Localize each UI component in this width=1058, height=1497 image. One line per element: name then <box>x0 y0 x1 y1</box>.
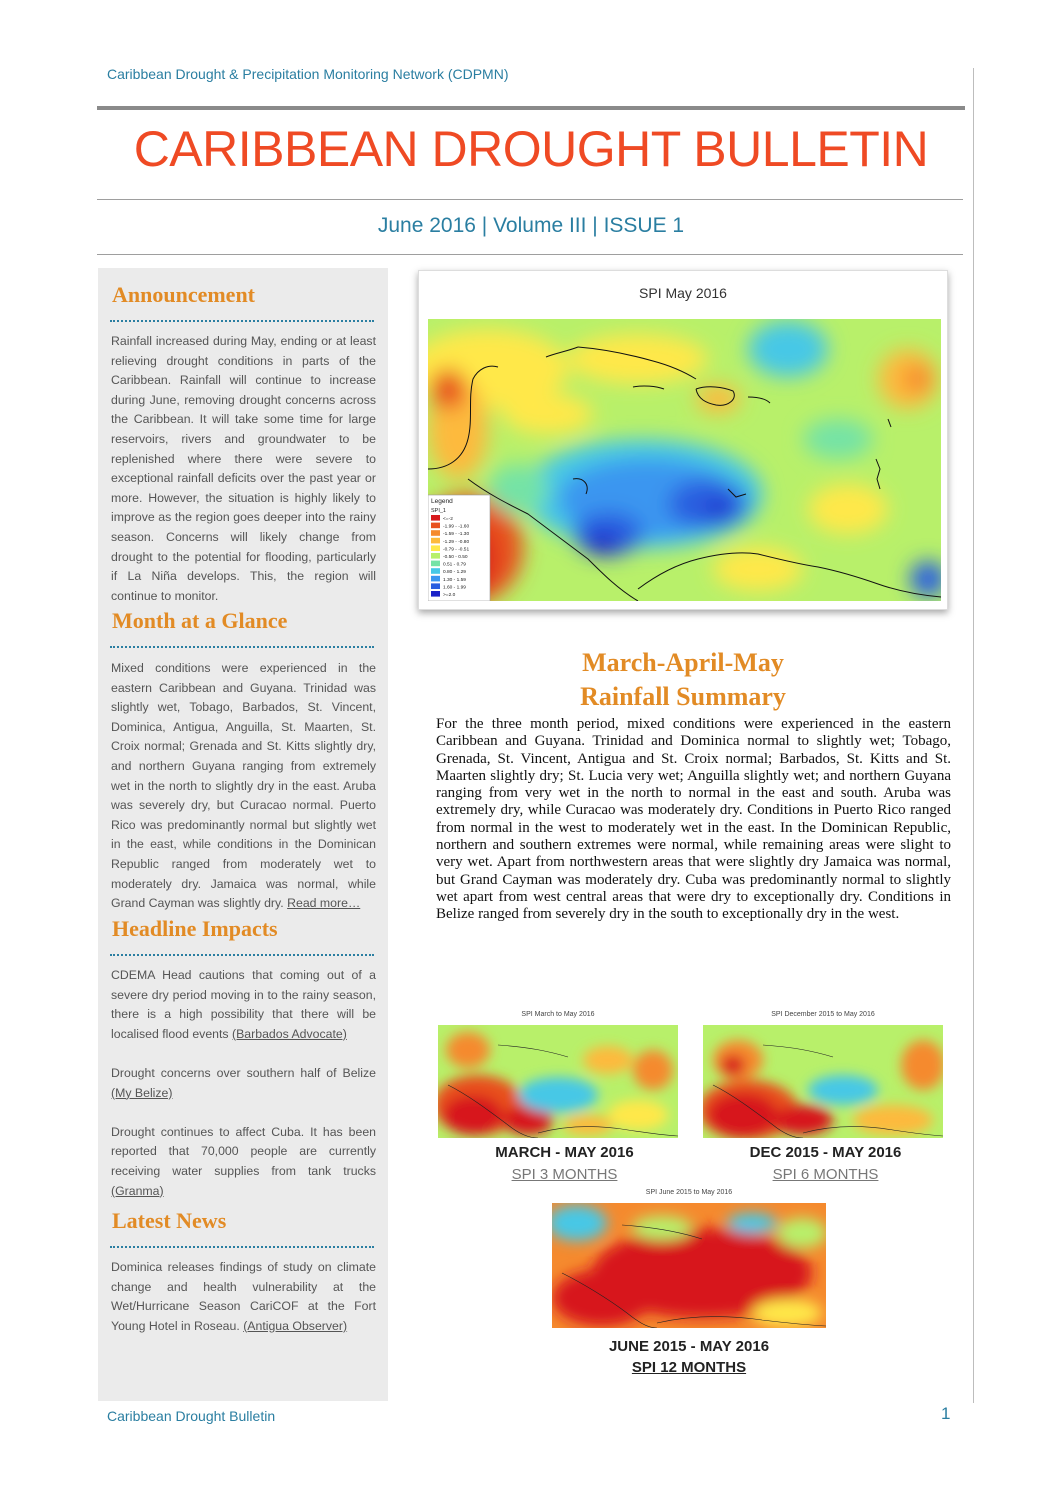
glance-divider <box>110 646 374 648</box>
legend-swatch <box>431 545 440 551</box>
spi-may-map-frame <box>418 270 948 610</box>
impact-text: CDEMA Head cautions that coming out of a severe dry period moving in to the rainy season, there is a high possibility that there will be localised flood events <box>111 968 376 1041</box>
mini-map-subcaption[interactable]: SPI 12 MONTHS <box>631 1359 747 1376</box>
mini-map-caption: JUNE 2015 - MAY 2016 <box>608 1338 770 1355</box>
news-source-link[interactable]: (Antigua Observer) <box>243 1318 348 1333</box>
glance-text: Mixed conditions were experienced in the eastern Caribbean and Guyana. Trinidad was slightly wet, Tobago, Barbados, St. Vincent, Dominica, Antigua, Anguilla, St. Maarten, St. Croix normal; Grenada and St. Kitts slightly dry, and northern Guyana ranging from extremely wet in the north to slightly dry in the east. Aruba was severely dry, but Curacao normal. Puerto Rico was predominantly normal but slightly wet in the east, while conditions in the Dominican Republic ranged from moderately wet to moderately dry. Jamaica was normal, while Grand Cayman was slightly dry. <box>111 661 376 911</box>
legend-label: -1.29 - -0.80 <box>443 539 470 545</box>
legend-swatch <box>431 553 440 559</box>
announcement-divider <box>110 320 374 322</box>
legend-label: -0.50 - 0.50 <box>443 555 468 560</box>
network-name: Caribbean Drought & Precipitation Monitoring Network (CDPMN) <box>107 66 509 82</box>
announcement-text: Rainfall increased during May, ending or at least relieving drought conditions in parts of the Caribbean. Rainfall will continue to increase during June, removing drought concerns across the Caribbean. It will take some time for large reservoirs, rivers and groundwater to be replenished where there were severe to exceptional rainfall deficits over the past year or more. However, the situation is highly likely to improve as the region goes deeper into the rainy season. Concerns will likely change from drought to the potential for flooding, particularly if La Niña develops. This, the region will continue to monitor. <box>111 334 376 603</box>
spi-12-month-map <box>552 1203 826 1328</box>
right-margin-line <box>973 68 974 1403</box>
legend-label: -1.99 - -1.60 <box>443 524 470 530</box>
legend-label: 0.80 - 1.29 <box>443 570 466 576</box>
news-block <box>111 1258 376 1336</box>
issue-info: June 2016 | Volume III | ISSUE 1 <box>377 214 685 237</box>
legend-swatch <box>431 561 440 567</box>
impacts-divider <box>110 954 374 956</box>
map-legend <box>428 495 490 601</box>
map-title: SPI May 2016 <box>639 285 727 301</box>
impact-source-link[interactable]: (My Belize) <box>111 1085 173 1100</box>
title-divider <box>97 199 963 200</box>
news-heading: Latest News <box>112 1208 227 1233</box>
summary-body: For the three month period, mixed conditions were experienced in the eastern Caribbean and Guyana. Trinidad and Dominica normal to slightly wet; Tobago, Grenada, St. Vincent, Antigua and St. Croix normal; Barbados, St. Kitts and St. Maarten slightly dry; St. Lucia very wet; Anguilla slightly wet; and northern Guyana ranging from very wet in the north to normal in the east and south. Aruba was extremely dry, while Curacao was moderately dry. Conditions in Puerto Rico ranged from normal in the west to moderately wet in the east. In the Dominican Republic, northern and southern extremes were normal, while remaining areas were slight to very wet. Apart from northwestern areas that were slightly dry Jamaica was normal, but Grand Cayman was moderately dry. Cuba was predominantly normal to slightly wet apart from west central areas that were dry to exceptionally dry. Conditions in Belize ranged from severely dry in the south to exceptionally dry in the west. <box>436 716 951 923</box>
legend-swatch <box>431 576 440 582</box>
legend-label: 1.60 - 1.99 <box>443 585 466 591</box>
news-text: Dominica releases findings of study on climate change and health vulnerability at the Wet/Hurricane Season CariCOF at the Fort Young Hotel in Roseau. <box>111 1260 376 1333</box>
mini-map-subcaption[interactable]: SPI 3 MONTHS <box>511 1166 618 1183</box>
impact-source-link[interactable]: (Granma) <box>111 1183 164 1198</box>
legend-swatch <box>431 568 440 574</box>
impacts-heading: Headline Impacts <box>112 916 278 941</box>
mini-map-title: SPI June 2015 to May 2016 <box>645 1189 733 1196</box>
legend-field: SPI_1 <box>431 508 446 514</box>
header-rule <box>97 106 965 110</box>
mini-map-title: SPI December 2015 to May 2016 <box>771 1011 875 1018</box>
summary-title-line1: March-April-May <box>582 648 784 677</box>
spi-3-month-map <box>438 1025 678 1138</box>
page-number: 1 <box>941 1404 951 1423</box>
legend-swatch <box>431 538 440 544</box>
read-more-link[interactable]: Read more… <box>287 896 361 911</box>
legend-title: Legend <box>431 498 453 505</box>
mini-map-caption: DEC 2015 - MAY 2016 <box>749 1144 902 1161</box>
mini-map-caption: MARCH - MAY 2016 <box>495 1144 634 1161</box>
glance-heading: Month at a Glance <box>112 608 288 633</box>
legend-label: <=-2 <box>443 517 453 522</box>
legend-label: >=2.0 <box>443 593 456 598</box>
impact-item <box>111 1123 376 1201</box>
impact-item <box>111 966 376 1044</box>
legend-swatch <box>431 591 440 597</box>
legend-label: -1.59 - -1.30 <box>443 532 470 538</box>
legend-label: 1.30 - 1.59 <box>443 577 466 583</box>
impact-item <box>111 1064 376 1103</box>
news-divider <box>110 1246 374 1248</box>
legend-label: -0.79 - -0.51 <box>443 547 470 553</box>
spi-6-month-map <box>703 1025 943 1138</box>
mini-map-title: SPI March to May 2016 <box>521 1011 595 1018</box>
legend-swatch <box>431 530 440 536</box>
spi-may-map <box>428 319 941 601</box>
summary-title <box>418 646 948 714</box>
legend-swatch <box>431 523 440 529</box>
impact-source-link[interactable]: (Barbados Advocate) <box>232 1026 347 1041</box>
impact-text: Drought concerns over southern half of Belize <box>111 1065 376 1080</box>
impacts-list <box>111 966 376 1221</box>
legend-swatch <box>431 583 440 589</box>
announcement-heading: Announcement <box>112 282 256 307</box>
glance-block <box>111 659 376 914</box>
sidebar <box>98 268 388 1401</box>
issue-divider <box>97 254 963 255</box>
footer-title: Caribbean Drought Bulletin <box>107 1408 276 1424</box>
mini-map-subcaption[interactable]: SPI 6 MONTHS <box>772 1166 879 1183</box>
summary-title-line2: Rainfall Summary <box>580 682 786 711</box>
impact-text: Drought continues to affect Cuba. It has been reported that 70,000 people are currently receiving water supplies from tank trucks <box>111 1124 376 1178</box>
legend-label: 0.51 - 0.79 <box>443 562 466 568</box>
legend-swatch <box>431 515 440 521</box>
bulletin-title: CARIBBEAN DROUGHT BULLETIN <box>133 121 929 177</box>
